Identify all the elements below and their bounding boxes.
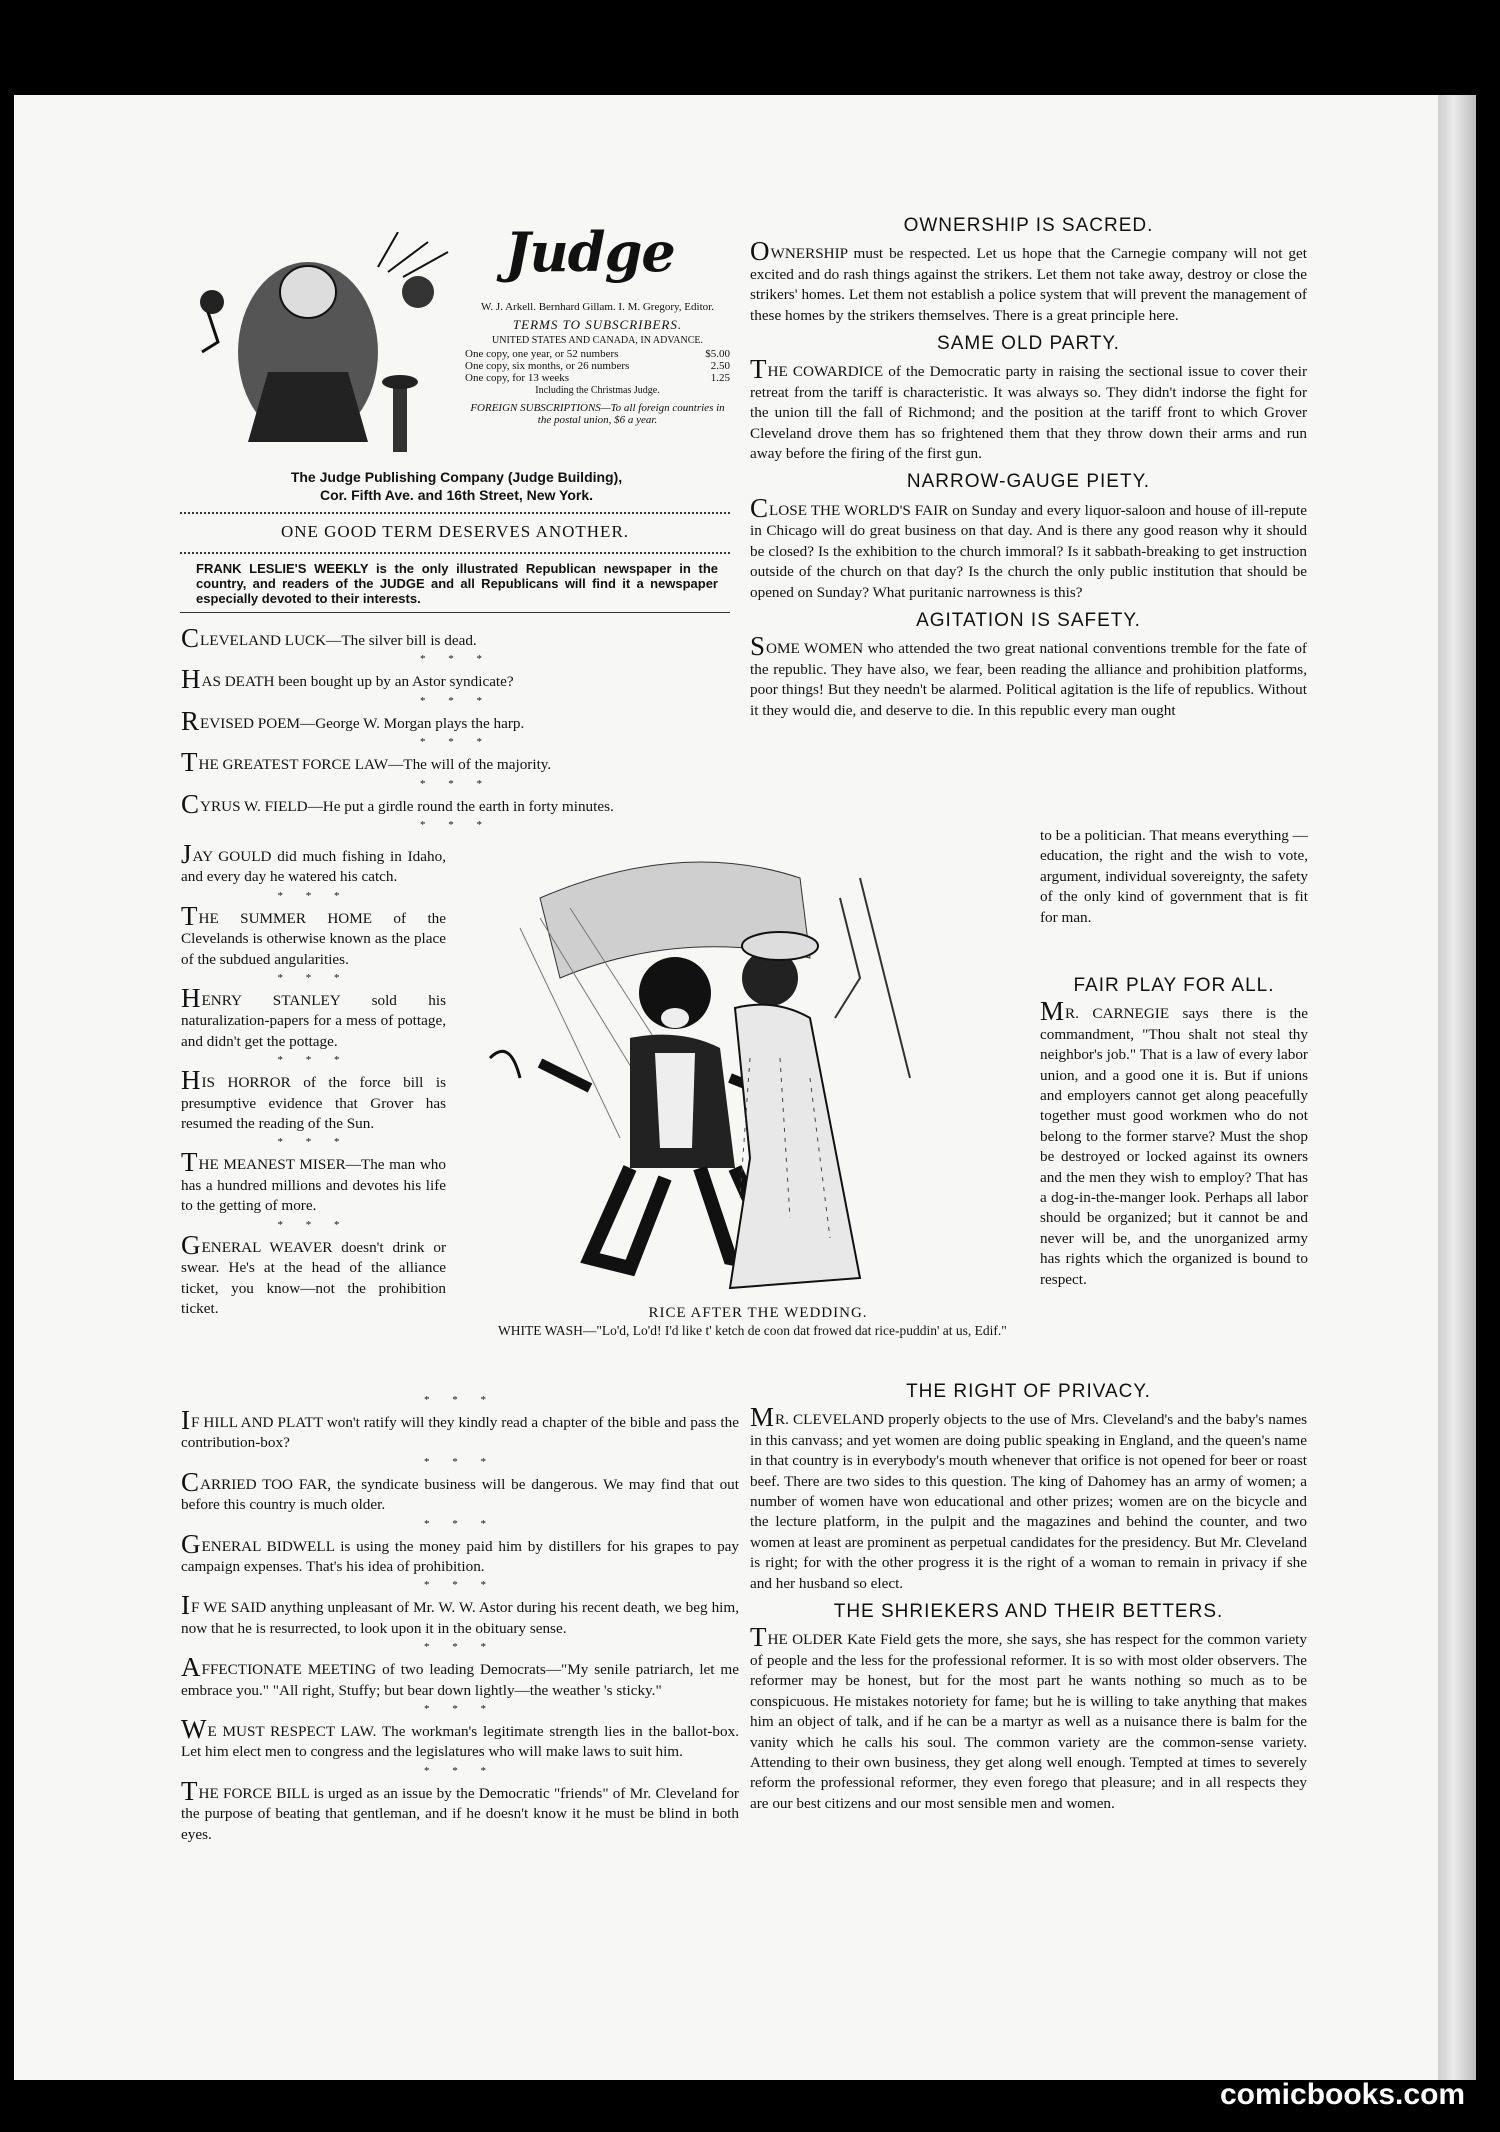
editorial-item [181,623,731,653]
drop-cap: T [181,1775,198,1806]
star-separator: * * * [424,1703,496,1716]
terms-note: Including the Christmas Judge. [535,385,660,396]
article-paragraph [750,354,1307,464]
editorial-item [181,747,731,778]
drop-cap: G [181,1528,201,1559]
section-heading: THE SHRIEKERS AND THEIR BETTERS. [833,1601,1224,1623]
left-column-narrow [181,839,446,1319]
drop-cap: H [181,664,201,695]
star-separator: * * * [420,736,492,749]
article-paragraph [750,236,1307,326]
item-text: YRUS W. FIELD—He put a girdle round the earth in forty minutes. [200,797,614,815]
article-paragraph [750,1402,1307,1594]
item-text: HE SUMMER HOME of the Clevelands is otherwise known as the place of the subdued angularities. [181,909,446,968]
item-text: AY GOULD did much fishing in Idaho, and every day he watered his catch. [181,848,446,886]
section-heading: SAME OLD PARTY. [937,333,1120,355]
right-column-fairplay [1040,968,1308,1290]
drop-cap: C [750,492,769,523]
item-text: HE MEANEST MISER—The man who has a hundred millions and devotes his life to the getting of more. [181,1156,446,1215]
left-column-top [181,623,731,835]
item-text: F WE SAID anything unpleasant of Mr. W. W. Astor during his recent death, we beg him, now that he is resurrected, to look upon it in the obituary sense. [181,1599,739,1637]
drop-cap: I [181,1590,190,1621]
drop-cap: O [750,236,770,267]
star-separator: * * * [277,1136,350,1149]
editorial-item [181,788,731,819]
drop-cap: W [181,1714,207,1745]
item-text: F HILL AND PLATT won't ratify will they kindly read a chapter of the bible and pass the contribution-box? [181,1414,739,1452]
article-paragraph [750,492,1307,603]
foreign-subscriptions: FOREIGN SUBSCRIPTIONS—To all foreign countries in the postal union, $6 a year. [470,402,725,426]
drop-cap: H [181,1065,201,1096]
drop-cap: A [181,1652,201,1683]
drop-cap: S [750,631,766,662]
drop-cap: T [181,747,198,778]
editorial-item [181,705,731,736]
item-text: FFECTIONATE MEETING of two leading Democrats—"My senile patriarch, let me embrace you." "All right, Stuffy; but bear down lightly—the weather 's sticky." [181,1661,739,1699]
item-text: R. CARNEGIE says there is the commandment, "Thou shalt not steal thy neighbor's job." That is a law of every labor union, and a good one it is. But if unions and employers cannot get along peacefully together must good workmen who do not belong to the former starve? Must the shop be destroyed or locked against its owners and the men they wish to employ? That has a dog-in-the-manger look. Perhaps all labor should be organized; but it cannot be and never will be, and the unorganized army has rights which the organized is bound to respect. [1040,1005,1308,1288]
item-text: HE FORCE BILL is urged as an issue by the Democratic "friends" of Mr. Cleveland for the purpose of beating that gentleman, and if he doesn't know it he must be blind in both eyes. [181,1784,739,1843]
publisher-address: Cor. Fifth Ave. and 16th Street, New York. [319,487,594,503]
leslie-notice: FRANK LESLIE'S WEEKLY is the only illustrated Republican newspaper in the country, and readers of the JUDGE and all Republicans will find it a newspaper especially devoted to their interests. [196,561,718,606]
terms-row: One copy, one year, or 52 numbers $5.00 [465,348,730,360]
editorial-item [181,664,731,695]
divider [180,552,730,558]
item-text: E MUST RESPECT LAW. The workman's legitimate strength lies in the ballot-box. Let him elect men to congress and the legislatures who will make laws to suit him. [181,1723,739,1761]
item-text: HE COWARDICE of the Democratic party in raising the sectional issue to cover their retreat from the tariff is characteristic. It was always so. They didn't indorse the fight for the union till the fall of Richmond; and the position at the tariff front to which Grover Cleveland drove them has so frightened them that they throw down their arms and run away before the firing of the first gun. [750,363,1307,463]
item-text: EVISED POEM—George W. Morgan plays the harp. [200,714,525,732]
star-separator: * * * [277,1218,350,1231]
publisher-name: The Judge Publishing Company (Judge Building), [290,469,623,485]
article-paragraph [1040,996,1308,1290]
drop-cap: C [181,788,200,819]
star-separator: * * * [424,1394,496,1406]
item-text: AS DEATH been bought up by an Astor syndicate? [201,673,514,691]
judge-logo: Judge [505,220,675,284]
drop-cap: J [181,839,192,869]
star-separator: * * * [277,889,350,902]
right-column-tail [1040,826,1308,928]
item-text: R. CLEVELAND properly objects to the use of Mrs. Cleveland's and the baby's names in this canvass; and yet women are doing public speaking in England, and the queen's name in that country is in everybody's mouth whenever that orifice is not opened for beer or roast beef. There are two sides to this question. The king of Dahomey has an army of women; a number of women have won educational and other prizes; women are on the bicycle and the lecture platform, in the pulpit and the magazines and behind the counter, and two women at least are prominent as perpetual candidates for the presidency. But Mr. Cleveland is right; for with the other progress it is the right of a woman to remain in privacy if she and her husband so elect. [750,1411,1307,1592]
terms-title: TERMS TO SUBSCRIBERS. [512,317,683,332]
right-column-lower [750,1374,1307,1814]
item-text: ARRIED TOO FAR, the syndicate business will be dangerous. We may find that out before this country is much older. [181,1475,739,1514]
judge-masthead-illustration [188,232,458,454]
staff-line: W. J. Arkell. Bernhard Gillam. I. M. Gregory, Editor. [481,301,714,313]
illustration-title: RICE AFTER THE WEDDING. [648,1305,868,1321]
editorial-item [181,1147,446,1216]
item-text: ENERAL WEAVER doesn't drink or swear. He's at the head of the alliance ticket, you know—not the prohibition ticket. [181,1238,446,1317]
left-column-bottom [181,1392,739,1845]
article-paragraph: to be a politician. That means everything — education, the right and the wish to vote, argument, individual sovereignty, the safety of the only kind of government that is fit for man. [1040,827,1308,926]
article-paragraph [750,631,1307,721]
illustration-caption [488,1305,1028,1339]
star-separator: * * * [424,1579,496,1592]
item-text: OME WOMEN who attended the two great national conventions tremble for the fate of the republic. They have also, we fear, been reading the alliance and prohibition platforms, poor things! But they needn't be alarmed. Political agitation is the life of republics. Without it they would die, and deserve to die. In this republic every man ought [750,640,1307,719]
terms-row: One copy, for 13 weeks 1.25 [465,372,730,384]
editorial-item [181,1229,446,1320]
section-heading: FAIR PLAY FOR ALL. [1073,975,1275,996]
star-separator: * * * [420,777,492,790]
drop-cap: C [181,1466,200,1497]
editorial-item [181,900,446,970]
section-heading: THE RIGHT OF PRIVACY. [906,1381,1151,1402]
star-separator: * * * [420,819,492,832]
editorial-item [181,1405,739,1454]
drop-cap: H [181,983,201,1014]
star-separator: * * * [420,694,492,707]
editorial-item [181,1528,739,1578]
article-paragraph [750,1622,1307,1814]
watermark: comicbooks.com [1220,2078,1466,2111]
star-separator: * * * [420,653,492,666]
masthead-terms [465,300,730,426]
divider [180,612,730,617]
item-text: IS HORROR of the force bill is presumptive evidence that Grover has resumed the reading of the Sun. [181,1074,446,1133]
drop-cap: I [181,1405,190,1435]
drop-cap: M [1040,996,1065,1027]
right-column-top [750,208,1307,721]
divider [180,512,730,518]
item-text: WNERSHIP must be respected. Let us hope that the Carnegie company will not get excited and do rash things against the strikers. Let them not take away, destroy or close the strikers' homes. Let them not establish a police system that will prevent the management of these homes by the strikers themselves. There is a great principle here. [750,245,1307,324]
star-separator: * * * [277,1054,350,1067]
drop-cap: T [750,1622,767,1653]
star-separator: * * * [424,1641,496,1654]
publisher [184,468,729,504]
drop-cap: R [181,705,200,736]
drop-cap: G [181,1229,201,1260]
star-separator: * * * [424,1764,496,1777]
terms-row: One copy, six months, or 26 numbers 2.50 [465,360,730,372]
editorial-item [181,1775,739,1845]
item-text: ENERAL BIDWELL is using the money paid him by distillers for his grapes to pay campaign expenses. That's his idea of prohibition. [181,1537,739,1576]
left-headline: ONE GOOD TERM DESERVES ANOTHER. [280,522,630,541]
drop-cap: T [181,1147,198,1178]
item-text: HE GREATEST FORCE LAW—The will of the majority. [198,756,552,774]
star-separator: * * * [424,1455,496,1468]
item-text: ENRY STANLEY sold his naturalization-papers for a mess of pottage, and didn't get the pottage. [181,992,446,1050]
editorial-item [181,839,446,888]
editorial-item [181,1466,739,1516]
drop-cap: M [750,1402,775,1433]
star-separator: * * * [277,972,350,985]
item-text: LEVELAND LUCK—The silver bill is dead. [200,632,477,649]
terms-subtitle: UNITED STATES AND CANADA, IN ADVANCE. [492,335,703,346]
editorial-item [181,1590,739,1639]
section-heading: NARROW-GAUGE PIETY. [906,471,1151,493]
rice-wedding-illustration [480,838,1040,1298]
section-heading: AGITATION IS SAFETY. [916,609,1141,631]
editorial-item [181,983,446,1052]
item-text: LOSE THE WORLD'S FAIR on Sunday and every liquor-saloon and house of ill-repute in Chicago will do great business on that day. And is there any good reason why it should be closed? Is the exhibition to the church immoral? Is it sabbath-breaking to get instruction outside of the church on that day? Is the church the only public institution that should be opened on Sunday? What puritanic narrowness is this? [750,501,1307,601]
drop-cap: T [181,900,198,931]
illustration-subcaption: WHITE WASH—"Lo'd, Lo'd! I'd like t' ketch de coon dat frowed dat rice-puddin' at us, Edif." [498,1323,1007,1338]
editorial-item [181,1065,446,1134]
section-heading: OWNERSHIP IS SACRED. [903,215,1154,236]
page-edge [1438,95,1476,2080]
drop-cap: T [750,354,767,385]
editorial-item [181,1652,739,1701]
drop-cap: C [181,623,200,653]
item-text: HE OLDER Kate Field gets the more, she says, she has respect for the common variety of people and the less for the professional reformer. It is so with most older observers. The reformer may be honest, but for the most part he wants nothing so much as to be conspicuous. He mistakes notoriety for fame; but he is willing to take anything that makes him an object of talk, and if he can be a martyr as well as a nuisance there is balm for the vanity which he calls his soul. The common variety are the common-sense variety. Attending to their own business, they get along well enough. Tempted at times to severely reform the professional reformer, they even forego that pleasure; and in all respects they are our best citizens and our most sensible men and women. [750,1631,1307,1812]
editorial-item [181,1714,739,1763]
star-separator: * * * [424,1517,496,1530]
terms-table [465,348,730,384]
